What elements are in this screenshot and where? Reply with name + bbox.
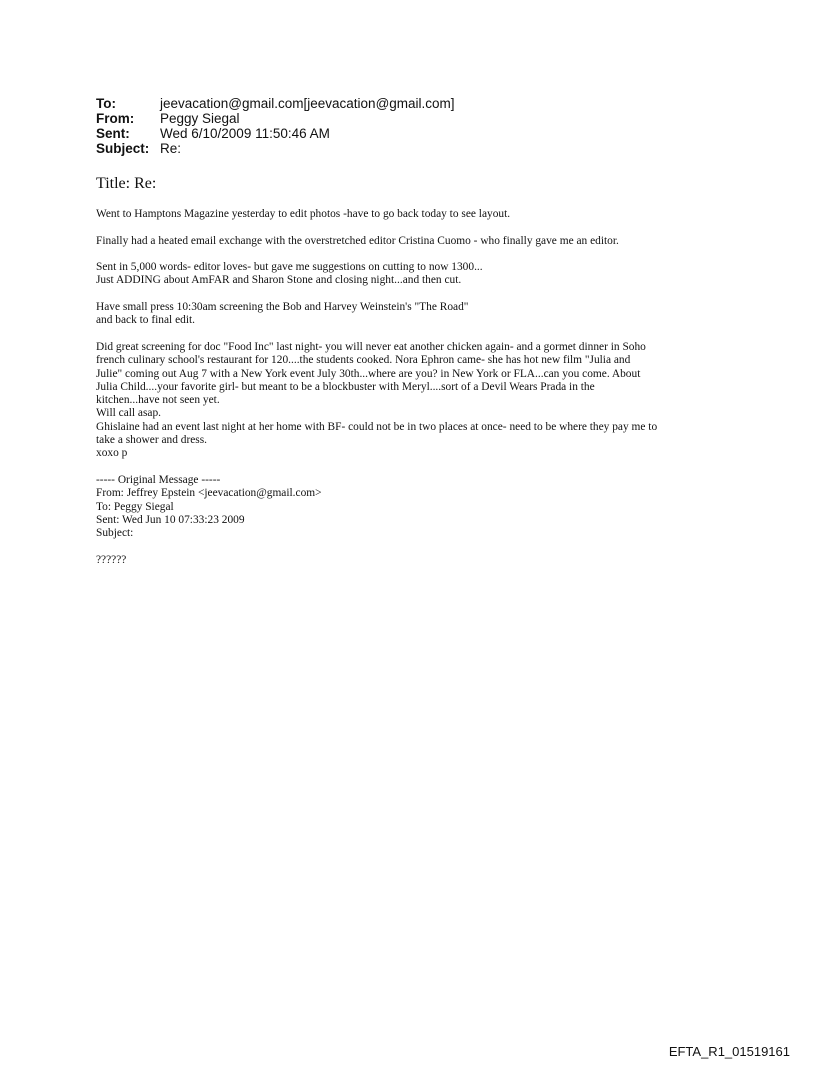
body-line: Julia Child....your favorite girl- but meant to be a blockbuster with Meryl....sort of a Devil Wears Prada in the (96, 380, 595, 393)
body-line: Will call asap. (96, 407, 162, 420)
body-line: Sent: Wed Jun 10 07:33:23 2009 (96, 513, 245, 526)
body-line: kitchen...have not seen yet. (96, 394, 220, 407)
body-line: ?????? (96, 553, 127, 566)
body-line: Have small press 10:30am screening the Bob and Harvey Weinstein's "The Road" (96, 301, 469, 314)
original-message (96, 474, 726, 540)
body-line: take a shower and dress. (96, 434, 208, 447)
from-row (96, 111, 455, 126)
subject-row (96, 141, 455, 156)
paragraph (96, 301, 726, 328)
body-line: french culinary school's restaurant for 120....the students cooked. Nora Ephron came- she has hot new film "Julia and (96, 354, 631, 367)
from-value: Peggy Siegal (160, 111, 240, 126)
paragraph (96, 261, 726, 288)
body-line: From: Jeffrey Epstein <jeevacation@gmail.com> (96, 487, 322, 500)
body-line: Went to Hamptons Magazine yesterday to edit photos -have to go back today to see layout. (96, 208, 511, 220)
to-label: To: (96, 96, 116, 111)
document-id: EFTA_R1_01519161 (668, 1044, 790, 1059)
body-line: Did great screening for doc "Food Inc" last night- you will never eat another chicken again- and a gormet dinner in Soho (96, 340, 646, 353)
sent-label: Sent: (96, 126, 130, 141)
body-line: Sent in 5,000 words- editor loves- but gave me suggestions on cutting to now 1300... (96, 261, 483, 274)
body-line: Julie" coming out Aug 7 with a New York event July 30th...where are you? in New York or FLA...can you come. About (96, 367, 641, 380)
body-line: Just ADDING about AmFAR and Sharon Stone and closing night...and then cut. (96, 274, 462, 287)
to-value: jeevacation@gmail.com[jeevacation@gmail.com] (160, 96, 455, 111)
body-line: To: Peggy Siegal (96, 500, 174, 513)
body-line: Finally had a heated email exchange with the overstretched editor Cristina Cuomo - who finally gave me an editor. (96, 234, 619, 247)
paragraph (96, 235, 726, 248)
paragraph (96, 341, 726, 461)
paragraph (96, 554, 726, 567)
body-line: Ghislaine had an event last night at her home with BF- could not be in two places at once- need to be where they pay me to (96, 420, 658, 433)
message-title: Title: Re: (96, 175, 157, 192)
body-line: ----- Original Message ----- (96, 473, 221, 486)
subject-label: Subject: (96, 141, 150, 156)
message-body (96, 208, 726, 580)
to-row (96, 96, 455, 111)
sent-row (96, 126, 455, 141)
body-line: and back to final edit. (96, 314, 196, 327)
subject-value: Re: (160, 141, 182, 156)
body-line: xoxo p (96, 447, 128, 460)
email-header (96, 96, 455, 156)
sent-value: Wed 6/10/2009 11:50:46 AM (160, 126, 330, 141)
body-line: Subject: (96, 527, 134, 540)
paragraph (96, 208, 726, 221)
from-label: From: (96, 111, 135, 126)
